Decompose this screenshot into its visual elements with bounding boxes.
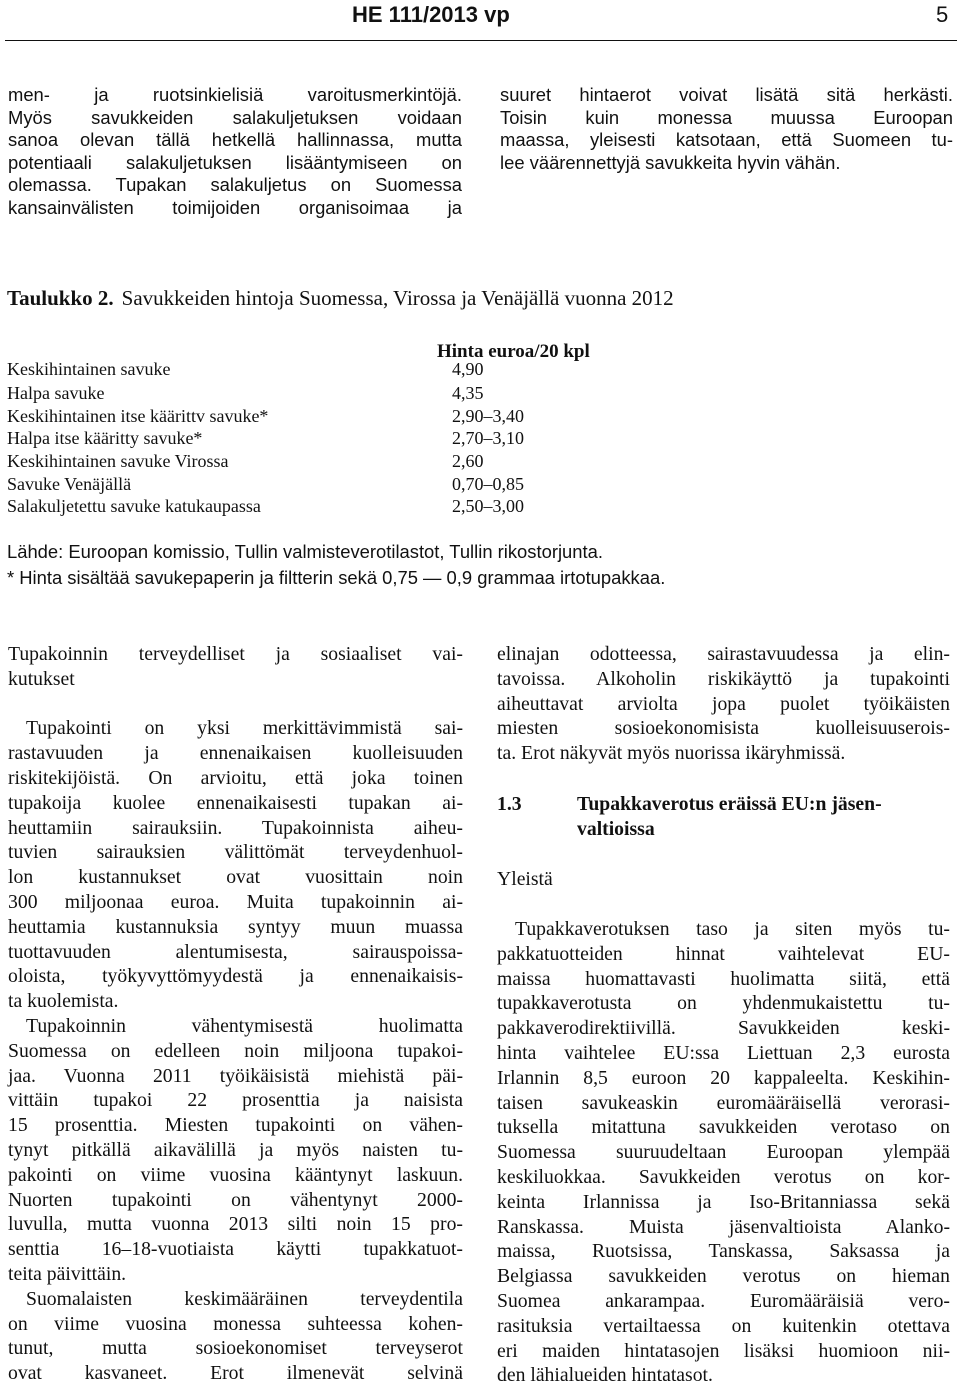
text-line: Tupakointi on yksi merkittävimmistä sai- <box>26 717 463 740</box>
text-line: Myös savukkeiden salakuljetuksen voidaan <box>8 106 462 128</box>
row-value: 2,50–3,00 <box>452 496 524 516</box>
right-column-top <box>497 642 950 766</box>
table-caption <box>7 286 674 311</box>
text-line: Tupakkaverotuksen taso ja siten myös tu- <box>515 918 950 940</box>
text-line: rastavuuden ja ennenaikaisen kuolleisuuden <box>8 742 463 765</box>
table-source: Lähde: Euroopan komissio, Tullin valmisteverotilastot, Tullin rikostorjunta. <box>7 541 603 562</box>
text-line: ovat kasvaneet. Erot ilmenevät selvinä <box>8 1362 463 1385</box>
section-heading-line: kutukset <box>8 667 75 690</box>
text-line: Suomessa suuruudeltaan Euroopan ylempää <box>497 1141 950 1164</box>
row-label: Salakuljetettu savuke katukaupassa <box>7 496 261 516</box>
text-line: taisen savukeaskin euromääräisellä verorasi- <box>497 1091 950 1114</box>
row-label: Keskihintainen itse käärittv savuke* <box>7 406 269 426</box>
text-line: ta. Erot näkyvät myös nuorissa ikäryhmissä. <box>497 742 846 765</box>
text-line: ta kuolemista. <box>8 990 119 1013</box>
row-label: Halpa savuke <box>7 383 105 403</box>
text-line: 300 miljoonaa euroa. Muita tupakoinnin ai- <box>8 890 463 913</box>
text-line: hinta vaihtelee EU:ssa Liettuan 2,3 eurosta <box>497 1041 950 1064</box>
text-line: 15 prosenttia. Miesten tupakointi on vähen- <box>8 1114 463 1137</box>
section-title-line: valtioissa <box>577 818 655 840</box>
text-line: den lähialueiden hintatasot. <box>497 1364 713 1387</box>
text-line: potentiaali salakuljetuksen lisääntymiseen on <box>8 151 462 173</box>
text-line: rasituksia vertailtaessa on kuitenkin otettava <box>497 1314 950 1337</box>
text-line: teita päivittäin. <box>8 1262 127 1285</box>
text-line: maassa, yleisesti katsotaan, että Suomeen tu- <box>500 129 953 151</box>
row-value: 2,70–3,10 <box>452 428 524 448</box>
top-right-paragraph <box>500 84 953 174</box>
table-footnote: * Hinta sisältää savukepaperin ja filtterin sekä 0,75 — 0,9 grammaa irtotupakkaa. <box>7 567 666 588</box>
text-line: vittäin tupakoi 22 prosenttia ja naisista <box>8 1089 463 1112</box>
text-line: tynyt pitkällä aikavälillä ja myös naisten tu- <box>8 1138 463 1161</box>
text-line: eri maiden hintatasojen lisäksi huomioon nii- <box>497 1339 950 1362</box>
text-line: maissa, Ruotsissa, Tanskassa, Saksassa ja <box>497 1240 950 1263</box>
text-line: heuttamiin sairauksiin. Tupakoinnista aiheu- <box>8 816 463 839</box>
text-line: lee väärennettyjä savukkeita hyvin vähän. <box>500 151 841 173</box>
text-line: Ranskassa. Muista jäsenvaltioista Alanko- <box>497 1215 950 1238</box>
text-line: elinajan odotteessa, sairastavuudessa ja elin- <box>497 643 950 665</box>
text-line: miesten sosioekonomisista kuolleisuuserois- <box>497 717 950 740</box>
page-number: 5 <box>936 2 949 27</box>
text-line: tuvien sairauksien välittömät terveydenhuol- <box>8 841 463 864</box>
text-line: tuottavuuden alentumisesta, sairauspoissa- <box>8 940 463 963</box>
row-label: Halpa itse kääritty savuke* <box>7 428 203 448</box>
text-line: aiheuttavat arviolta jopa puolet työikäisten <box>497 692 950 715</box>
text-line: pakkatuotteiden hinnat vaihtelevat EU- <box>497 942 950 965</box>
table-label: Taulukko 2. <box>7 286 114 310</box>
row-value: 4,35 <box>452 383 484 403</box>
text-line: sanoa olevan tällä hetkellä hallinnassa, mutta <box>8 129 462 151</box>
text-line: men- ja ruotsinkielisiä varoitusmerkintöjä. <box>8 84 462 105</box>
text-line: Tupakoinnin vähentymisestä huolimatta <box>26 1014 463 1037</box>
text-line: jaa. Vuonna 2011 työikäisistä miehistä päi- <box>8 1064 463 1087</box>
document-id: HE 111/2013 vp <box>352 2 510 27</box>
text-line: suuret hintaerot voivat lisätä sitä herkästi. <box>500 84 953 105</box>
text-line: pakointi on viime vuosina kääntynyt laskuun. <box>8 1163 463 1186</box>
text-line: Belgiassa savukkeiden verotus on hieman <box>497 1265 950 1288</box>
spacer <box>8 692 463 717</box>
text-line: lon kustannukset ovat vuosittain noin <box>8 866 463 889</box>
row-value: 2,60 <box>452 451 484 471</box>
header-divider <box>5 40 957 41</box>
row-label: Savuke Venäjällä <box>7 474 132 494</box>
text-line: oloista, työkyvyttömyydestä ja ennenaikaisis- <box>8 965 463 988</box>
text-line: olemassa. Tupakan salakuljetus on Suomessa <box>8 174 462 196</box>
text-line: riskitekijöistä. On arvioitu, että joka toinen <box>8 766 463 789</box>
text-line: Nuorten tupakointi on vähentynyt 2000- <box>8 1188 463 1211</box>
table-column-header: Hinta euroa/20 kpl <box>437 341 590 362</box>
text-line: maissa huomattavasti huolimatta siitä, että <box>497 967 950 990</box>
row-label: Keskihintainen savuke Virossa <box>7 451 229 471</box>
text-line: Suomessa on edelleen noin miljoona tupakoi- <box>8 1039 463 1062</box>
right-column-body <box>497 917 950 1388</box>
section-title-line: Tupakkaverotus eräissä EU:n jäsen- <box>577 793 882 815</box>
text-line: luvulla, mutta vuonna 2013 silti noin 15 pro- <box>8 1213 463 1236</box>
table-title: Savukkeiden hintoja Suomessa, Virossa ja Venäjällä vuonna 2012 <box>121 286 674 310</box>
text-line: tupakkaverotusta on yhdenmukaistettu tu- <box>497 992 950 1015</box>
text-line: keinta Irlannissa ja Iso-Britanniassa sekä <box>497 1190 950 1213</box>
text-line: Irlannin 8,5 euroon 20 kappaleelta. Keskihin- <box>497 1066 950 1089</box>
text-line: tunut, mutta sosioekonomiset terveyserot <box>8 1337 463 1360</box>
text-line: senttia 16–18-vuotiaista käytti tupakkatuot- <box>8 1238 463 1261</box>
row-value: 4,90 <box>452 359 484 379</box>
section-number: 1.3 <box>497 793 522 815</box>
section-heading-line: Tupakoinnin terveydelliset ja sosiaaliset vai- <box>8 643 463 665</box>
text-line: pakkaverodirektiivillä. Savukkeiden keski- <box>497 1017 950 1040</box>
text-line: tavoissa. Alkoholin riskikäyttö ja tupakointi <box>497 667 950 690</box>
left-column <box>8 642 463 1386</box>
top-left-paragraph <box>8 84 462 220</box>
row-label: Keskihintainen savuke <box>7 359 171 379</box>
text-line: keskiluokkaa. Savukkeiden verotus on kor- <box>497 1165 950 1188</box>
text-line: Suomalaisten keskimääräinen terveydentila <box>26 1287 463 1310</box>
text-line: Suomea ankarampaa. Euromääräisiä vero- <box>497 1289 950 1312</box>
row-value: 0,70–0,85 <box>452 474 524 494</box>
text-line: tuksella mitattuna savukkeiden verotaso on <box>497 1116 950 1139</box>
text-line: on viime vuosina monessa suhteessa kohen- <box>8 1312 463 1335</box>
text-line: kansainvälisten toimijoiden organisoimaa ja <box>8 196 462 218</box>
text-line: heuttamia kustannuksia syntyy muun muassa <box>8 915 463 938</box>
subsection-heading: Yleistä <box>497 868 553 890</box>
text-line: Toisin kuin monessa muussa Euroopan <box>500 106 953 128</box>
row-value: 2,90–3,40 <box>452 406 524 426</box>
text-line: tupakoija kuolee ennenaikaisesti tupakan ai- <box>8 791 463 814</box>
